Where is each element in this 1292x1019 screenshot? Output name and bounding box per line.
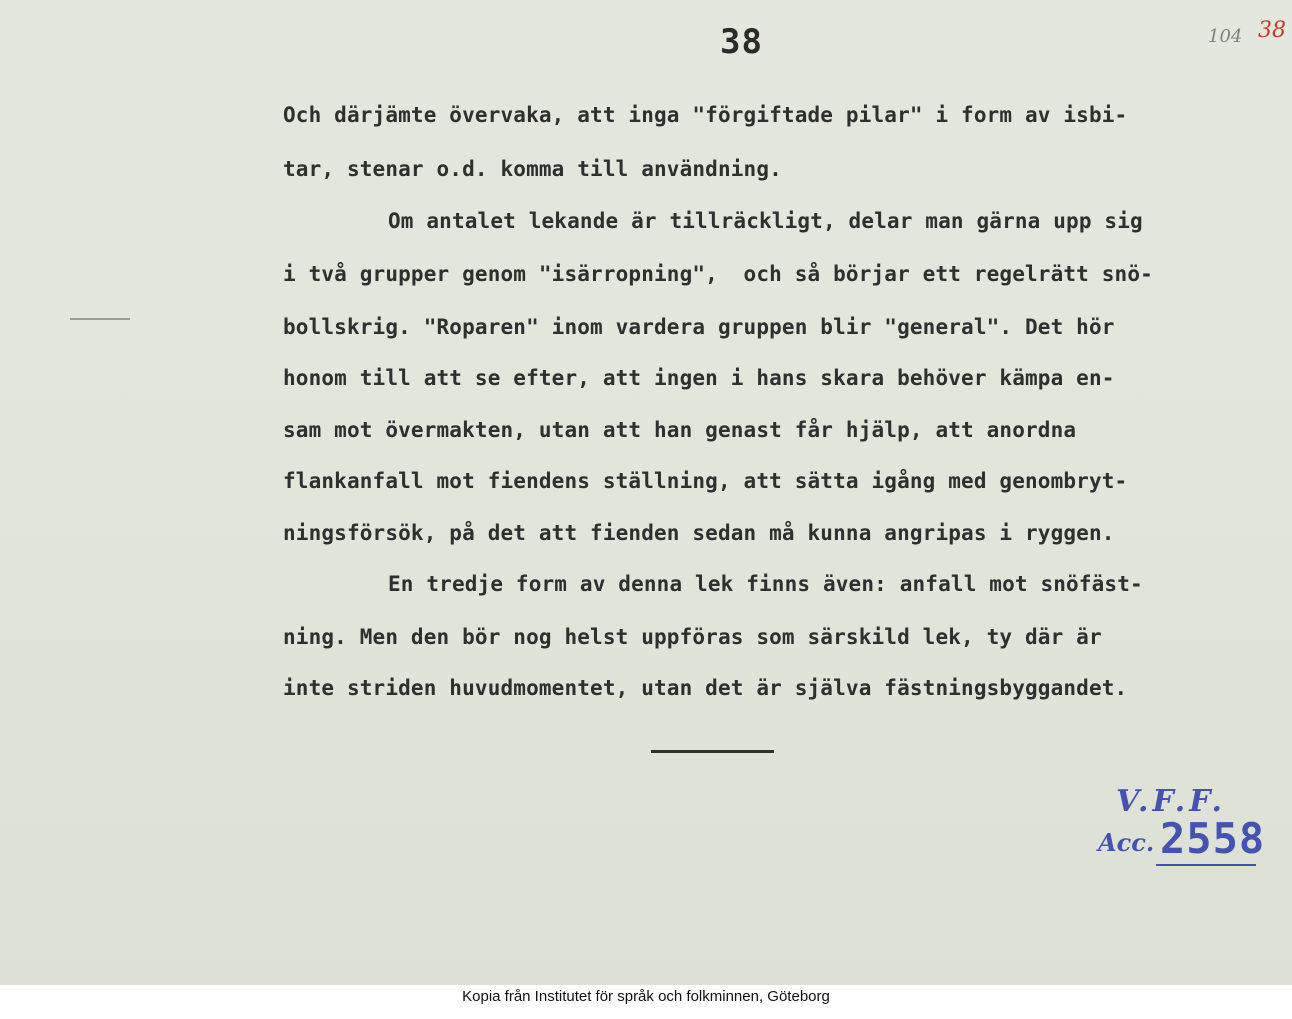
page-number: 38: [720, 22, 763, 62]
text-line: Om antalet lekande är tillräckligt, delar man gärna upp sig: [388, 209, 1143, 233]
stamp-underline: [1156, 864, 1256, 866]
text-line: En tredje form av denna lek finns även: anfall mot snöfäst-: [388, 572, 1143, 596]
closing-rule: [651, 750, 774, 753]
text-line: ning. Men den bör nog helst uppföras som särskild lek, ty där är: [283, 625, 1102, 649]
text-line: tar, stenar o.d. komma till användning.: [283, 157, 782, 181]
text-line: Och därjämte övervaka, att inga "förgiftade pilar" i form av isbi-: [283, 103, 1128, 127]
text-line: ningsförsök, på det att fienden sedan må kunna angripas i ryggen.: [283, 521, 1115, 545]
text-line: inte striden huvudmomentet, utan det är själva fästningsbyggandet.: [283, 676, 1128, 700]
stamp-initials: V.F.F.: [1116, 784, 1226, 819]
archive-stamp: [1098, 784, 1278, 874]
text-line: flankanfall mot fiendens ställning, att sätta igång med genombryt-: [283, 469, 1128, 493]
text-line: bollskrig. "Roparen" inom vardera gruppen blir "general". Det hör: [283, 315, 1115, 339]
copy-footer: Kopia från Institutet för språk och folkminnen, Göteborg: [462, 988, 830, 1005]
text-line: sam mot övermakten, utan att han genast får hjälp, att anordna: [283, 418, 1077, 442]
text-line: i två grupper genom "isärropning", och så börjar ett regelrätt snö-: [283, 262, 1153, 286]
stamp-accession-number: 2558: [1160, 814, 1266, 863]
archive-page-number: 38: [1258, 18, 1286, 43]
archive-number: 104: [1208, 26, 1243, 47]
text-line: honom till att se efter, att ingen i hans skara behöver kämpa en-: [283, 366, 1115, 390]
stamp-prefix: Acc.: [1098, 828, 1155, 857]
